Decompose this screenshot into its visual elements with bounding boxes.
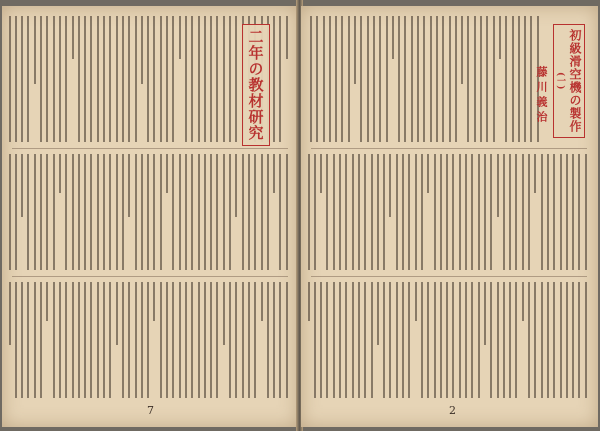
text-column [434,154,436,270]
text-column [524,16,526,142]
text-column [566,282,568,398]
text-column [191,282,193,398]
text-column [402,154,404,270]
text-column [455,16,457,142]
text-column [452,154,454,270]
text-column [310,16,312,142]
text-column [329,16,331,142]
text-column [172,154,174,270]
text-column [314,282,316,398]
text-column [430,16,432,142]
right-page-band-divider [311,148,587,149]
text-column [348,16,350,142]
text-column [216,16,218,142]
text-column [467,16,469,142]
text-column [198,154,200,270]
text-column [254,154,256,270]
text-column [518,16,520,142]
text-column [358,154,360,270]
text-column [223,282,225,345]
right-page-middle-text [307,154,591,272]
text-column [446,154,448,270]
text-column [210,154,212,270]
left-article-title: 二年の教材研究 [246,29,265,141]
right-page [301,6,598,427]
text-column [333,154,335,270]
text-column [223,16,225,142]
text-column [402,282,404,398]
text-column [53,16,55,142]
text-column [286,154,288,270]
text-column [84,282,86,398]
text-column [34,282,36,398]
text-column [314,154,316,270]
text-column [499,16,501,59]
text-column [512,16,514,142]
text-column [65,282,67,398]
text-column [248,154,250,270]
text-column [423,16,425,142]
text-column [172,282,174,398]
text-column [389,154,391,217]
text-column [116,16,118,142]
text-column [364,154,366,270]
text-column [122,154,124,270]
text-column [97,154,99,270]
text-column [484,282,486,345]
text-column [459,282,461,398]
text-column [9,282,11,345]
text-column [53,154,55,270]
text-column [72,282,74,398]
text-column [465,282,467,398]
text-column [78,154,80,270]
text-column [179,16,181,59]
text-column [210,282,212,398]
text-column [515,154,517,270]
text-column [335,16,337,142]
text-column [84,16,86,142]
text-column [185,282,187,398]
text-column [339,154,341,270]
left-page-lower-text [8,282,292,400]
text-column [46,16,48,142]
text-column [97,16,99,142]
text-column [27,16,29,142]
text-column [503,154,505,270]
text-column [320,282,322,398]
text-column [446,282,448,398]
text-column [345,282,347,398]
text-column [373,16,375,142]
text-column [90,16,92,142]
text-column [484,154,486,270]
text-column [223,154,225,270]
text-column [427,154,429,193]
text-column [160,154,162,270]
text-column [553,282,555,398]
left-page-number: 7 [147,404,154,417]
text-column [166,282,168,398]
text-column [179,282,181,398]
text-column [339,282,341,398]
text-column [147,16,149,142]
text-column [497,282,499,398]
text-column [166,154,168,193]
text-column [97,282,99,398]
text-column [326,154,328,270]
text-column [242,154,244,270]
left-page [2,6,298,427]
text-column [160,16,162,142]
text-column [386,16,388,142]
text-column [185,154,187,270]
text-column [40,154,42,270]
text-column [9,16,11,142]
text-column [367,16,369,142]
text-column [15,282,17,398]
text-column [103,154,105,270]
text-column [279,16,281,142]
text-column [229,282,231,398]
text-column [471,282,473,398]
text-column [198,16,200,142]
text-column [408,154,410,270]
text-column [572,154,574,270]
text-column [198,282,200,398]
text-column [436,16,438,142]
text-column [560,282,562,398]
text-column [352,282,354,398]
text-column [553,154,555,270]
text-column [21,16,23,142]
left-page-band-divider [12,276,288,277]
text-column [326,282,328,398]
right-page-upper-text [307,16,543,144]
text-column [65,16,67,142]
text-column [440,154,442,270]
text-column [21,282,23,398]
text-column [78,16,80,142]
text-column [59,154,61,193]
text-column [452,282,454,398]
text-column [364,282,366,398]
text-column [547,154,549,270]
text-column [352,154,354,270]
text-column [478,154,480,270]
text-column [490,282,492,398]
text-column [474,16,476,142]
text-column [90,154,92,270]
text-column [122,282,124,398]
text-column [396,154,398,270]
right-article-title-part: (一) [555,72,565,90]
text-column [267,282,269,398]
text-column [229,16,231,142]
text-column [308,282,310,321]
text-column [566,154,568,270]
text-column [440,282,442,398]
text-column [53,282,55,398]
left-page-band-divider [12,148,288,149]
text-column [503,282,505,398]
text-column [522,282,524,321]
text-column [308,154,310,270]
text-column [522,154,524,270]
text-column [235,282,237,398]
text-column [541,282,543,398]
text-column [392,16,394,59]
text-column [128,154,130,217]
text-column [459,154,461,270]
text-column [415,154,417,270]
text-column [172,16,174,142]
text-column [261,282,263,321]
text-column [141,282,143,398]
text-column [103,16,105,142]
right-article-title-box [553,24,585,138]
text-column [585,282,587,398]
text-column [109,154,111,270]
text-column [345,154,347,270]
text-column [377,282,379,345]
text-column [46,154,48,270]
text-column [27,154,29,270]
text-column [534,154,536,193]
text-column [273,16,275,142]
text-column [434,282,436,398]
text-column [273,154,275,193]
left-article-title-box [242,24,270,146]
right-article-author: 藤川義治 [535,66,548,126]
text-column [59,16,61,142]
text-column [371,154,373,270]
text-column [404,16,406,142]
text-column [141,16,143,84]
text-column [191,154,193,270]
text-column [383,154,385,270]
text-column [449,16,451,142]
text-column [493,16,495,142]
text-column [333,282,335,398]
text-column [442,16,444,142]
text-column [572,282,574,398]
text-column [40,16,42,142]
text-column [116,154,118,270]
text-column [90,282,92,398]
text-column [242,282,244,398]
text-column [204,282,206,398]
text-column [547,282,549,398]
text-column [417,16,419,142]
text-column [279,282,281,398]
text-column [179,154,181,270]
text-column [216,282,218,398]
text-column [286,282,288,398]
text-column [235,16,237,142]
text-column [147,154,149,270]
text-column [166,16,168,142]
text-column [72,154,74,270]
text-column [273,282,275,398]
text-column [398,16,400,142]
text-column [286,16,288,59]
right-article-title: 初級滑空機の製作 [568,29,582,133]
text-column [389,282,391,398]
text-column [204,16,206,142]
right-page-band-divider [311,276,587,277]
text-column [528,154,530,270]
text-column [480,16,482,142]
text-column [505,16,507,142]
text-column [509,282,511,398]
text-column [383,282,385,398]
text-column [78,282,80,398]
text-column [396,282,398,398]
text-column [191,16,193,142]
text-column [122,16,124,142]
text-column [248,282,250,398]
text-column [267,154,269,270]
text-column [21,154,23,217]
text-column [320,154,322,193]
text-column [490,154,492,270]
text-column [541,154,543,270]
text-column [254,282,256,398]
text-column [486,16,488,142]
right-page-lower-text [307,282,591,400]
text-column [461,16,463,84]
text-column [185,16,187,142]
text-column [497,154,499,217]
text-column [585,154,587,270]
text-column [534,282,536,398]
text-column [147,282,149,398]
text-column [411,16,413,142]
text-column [471,154,473,270]
text-column [229,154,231,270]
text-column [34,154,36,270]
text-column [9,154,11,270]
text-column [160,282,162,398]
text-column [141,154,143,270]
text-column [515,282,517,398]
text-column [341,16,343,142]
text-column [465,154,467,270]
right-page-number: 2 [449,404,456,417]
text-column [478,282,480,398]
text-column [279,154,281,270]
text-column [135,16,137,142]
text-column [408,282,410,398]
text-column [40,282,42,398]
text-column [415,282,417,321]
text-column [560,154,562,270]
text-column [59,282,61,398]
text-column [354,16,356,84]
text-column [377,154,379,270]
text-column [15,154,17,270]
text-column [371,282,373,398]
text-column [72,16,74,59]
text-column [358,282,360,398]
text-column [109,282,111,398]
text-column [153,154,155,270]
text-column [578,154,580,270]
text-column [46,282,48,321]
text-column [116,282,118,345]
text-column [153,16,155,142]
text-column [204,154,206,270]
text-column [34,16,36,84]
text-column [128,282,130,398]
text-column [578,282,580,398]
text-column [84,154,86,270]
text-column [15,16,17,142]
text-column [135,282,137,398]
text-column [109,16,111,142]
left-page-middle-text [8,154,292,272]
text-column [421,282,423,398]
text-column [135,154,137,270]
text-column [216,154,218,270]
text-column [323,16,325,142]
text-column [427,282,429,398]
text-column [360,16,362,142]
text-column [65,154,67,270]
text-column [421,154,423,270]
text-column [528,282,530,398]
text-column [235,154,237,217]
text-column [261,154,263,270]
text-column [316,16,318,142]
text-column [509,154,511,270]
text-column [103,282,105,398]
text-column [27,282,29,398]
text-column [153,282,155,321]
text-column [379,16,381,142]
text-column [128,16,130,142]
text-column [210,16,212,142]
